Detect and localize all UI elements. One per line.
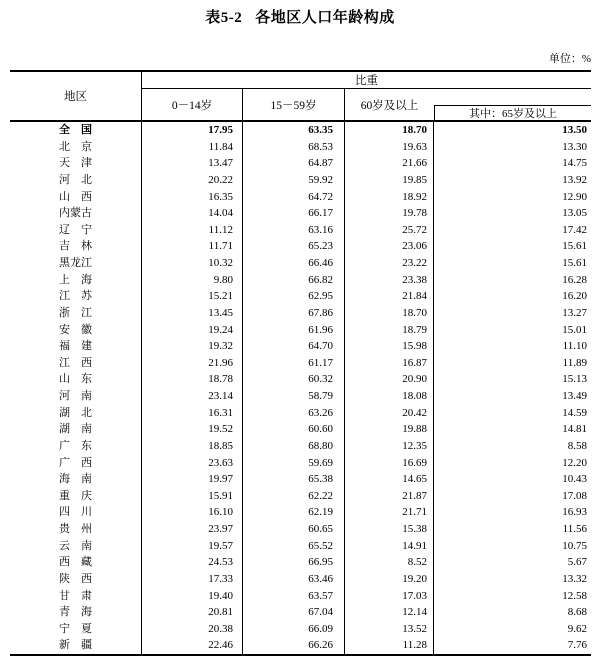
table-title-text: 各地区人口年龄构成 (255, 10, 395, 26)
region-name: 湖 北 (10, 405, 142, 422)
value-age-0-14: 14.04 (142, 205, 243, 222)
header-proportion: 比重 (142, 72, 591, 89)
value-age-0-14: 19.52 (142, 421, 243, 438)
value-age-15-59: 63.16 (243, 222, 345, 239)
value-age-65-plus: 11.10 (562, 340, 587, 353)
value-age-60-plus: 23.06 (345, 238, 434, 255)
value-age-0-14: 21.96 (142, 355, 243, 372)
value-age-15-59: 64.72 (243, 189, 345, 206)
region-name: 吉 林 (10, 238, 142, 255)
region-name: 河 南 (10, 388, 142, 405)
header-age-60-plus: 60岁及以上 (360, 99, 419, 112)
value-age-0-14: 13.47 (142, 155, 243, 172)
value-age-15-59: 60.60 (243, 421, 345, 438)
value-age-15-59: 61.17 (243, 355, 345, 372)
value-age-65-plus: 13.05 (562, 207, 587, 220)
value-age-0-14: 19.97 (142, 471, 243, 488)
value-age-15-59: 63.35 (243, 122, 345, 139)
value-age-60-plus: 12.14 (345, 604, 434, 621)
value-age-0-14: 11.71 (142, 238, 243, 255)
value-age-15-59: 66.82 (243, 272, 345, 289)
value-age-0-14: 11.84 (142, 139, 243, 156)
table-row (10, 172, 591, 189)
header-region: 地区 (10, 72, 142, 120)
value-age-65-plus: 14.59 (562, 406, 587, 419)
table-body (10, 122, 591, 654)
statistics-table (10, 70, 591, 656)
value-age-65-plus: 16.20 (562, 290, 587, 303)
value-age-0-14: 16.31 (142, 405, 243, 422)
value-age-65-plus: 11.56 (562, 523, 587, 535)
table-row (10, 272, 591, 289)
value-age-0-14: 19.24 (142, 322, 243, 339)
value-age-15-59: 61.96 (243, 322, 345, 339)
value-age-65-plus: 13.27 (562, 306, 587, 319)
table-row (10, 338, 591, 355)
value-age-60-plus: 20.90 (345, 371, 434, 388)
value-age-0-14: 24.53 (142, 554, 243, 571)
value-age-15-59: 67.86 (243, 305, 345, 322)
value-age-60-plus: 19.85 (345, 172, 434, 189)
value-age-60-plus: 18.70 (345, 305, 434, 322)
value-age-0-14: 23.14 (142, 388, 243, 405)
region-name: 西 藏 (10, 554, 142, 571)
value-age-60-plus: 18.79 (345, 322, 434, 339)
value-age-15-59: 63.26 (243, 405, 345, 422)
table-row (10, 471, 591, 488)
table-row (10, 305, 591, 322)
region-name: 贵 州 (10, 521, 142, 538)
value-age-65-plus: 16.93 (562, 506, 587, 519)
table-row (10, 238, 591, 255)
value-age-65-plus: 14.81 (562, 423, 587, 436)
table-row (10, 288, 591, 305)
region-name: 江 苏 (10, 288, 142, 305)
region-name: 云 南 (10, 538, 142, 555)
value-age-60-plus: 20.42 (345, 405, 434, 422)
value-age-0-14: 17.33 (142, 571, 243, 588)
region-name: 山 西 (10, 189, 142, 206)
value-age-15-59: 65.23 (243, 238, 345, 255)
value-age-65-plus: 15.13 (562, 373, 587, 386)
value-age-0-14: 19.32 (142, 338, 243, 355)
value-age-65-plus: 8.68 (567, 606, 587, 619)
table-row (10, 571, 591, 588)
table-row (10, 189, 591, 206)
value-age-15-59: 65.52 (243, 538, 345, 555)
table-number: 表5-2 (205, 10, 243, 26)
region-name: 河 北 (10, 172, 142, 189)
value-age-0-14: 15.21 (142, 288, 243, 305)
value-age-60-plus: 23.38 (345, 272, 434, 289)
value-age-65-plus: 15.01 (562, 323, 587, 336)
value-age-60-plus: 19.63 (345, 139, 434, 156)
region-name: 宁 夏 (10, 621, 142, 638)
region-name: 四 川 (10, 504, 142, 521)
region-name: 重 庆 (10, 488, 142, 505)
value-age-15-59: 63.46 (243, 571, 345, 588)
value-age-60-plus: 21.87 (345, 488, 434, 505)
region-name: 全 国 (10, 122, 142, 139)
value-age-0-14: 20.38 (142, 621, 243, 638)
value-age-65-plus: 12.20 (562, 456, 587, 469)
table-row (10, 554, 591, 571)
value-age-60-plus: 16.87 (345, 355, 434, 372)
value-age-65-plus: 5.67 (567, 556, 587, 569)
value-age-60-plus: 18.08 (345, 388, 434, 405)
value-age-15-59: 68.53 (243, 139, 345, 156)
value-age-60-plus: 13.52 (345, 621, 434, 638)
table-row (10, 488, 591, 505)
value-age-65-plus: 11.89 (562, 356, 587, 369)
header-age-15-59: 15－59岁 (243, 89, 345, 120)
value-age-60-plus: 14.91 (345, 538, 434, 555)
header-age-0-14: 0－14岁 (142, 89, 243, 120)
value-age-0-14: 23.97 (142, 521, 243, 538)
value-age-65-plus: 17.08 (562, 489, 587, 502)
value-age-0-14: 15.91 (142, 488, 243, 505)
value-age-60-plus: 23.22 (345, 255, 434, 272)
value-age-65-plus: 13.30 (562, 140, 587, 153)
value-age-0-14: 9.80 (142, 272, 243, 289)
table-row (10, 155, 591, 172)
table-row (10, 255, 591, 272)
table-row (10, 504, 591, 521)
value-age-0-14: 19.57 (142, 538, 243, 555)
table-row (10, 455, 591, 472)
value-age-65-plus: 13.49 (562, 390, 587, 402)
value-age-60-plus: 16.69 (345, 455, 434, 472)
region-name: 广 西 (10, 455, 142, 472)
table-row (10, 621, 591, 638)
value-age-0-14: 11.12 (142, 222, 243, 239)
value-age-15-59: 68.80 (243, 438, 345, 455)
table-header (10, 72, 591, 122)
value-age-65-plus: 13.32 (562, 572, 587, 585)
value-age-15-59: 60.65 (243, 521, 345, 538)
value-age-15-59: 64.87 (243, 155, 345, 172)
value-age-60-plus: 18.70 (345, 122, 434, 139)
region-name: 广 东 (10, 438, 142, 455)
value-age-65-plus: 16.28 (562, 273, 587, 286)
table-row (10, 521, 591, 538)
table-row (10, 588, 591, 605)
region-name: 海 南 (10, 471, 142, 488)
value-age-65-plus: 13.92 (562, 173, 587, 186)
region-name: 内蒙古 (10, 205, 142, 222)
value-age-60-plus: 15.98 (345, 338, 434, 355)
value-age-0-14: 16.35 (142, 189, 243, 206)
value-age-60-plus: 21.66 (345, 155, 434, 172)
table-row (10, 421, 591, 438)
value-age-15-59: 63.57 (243, 588, 345, 605)
value-age-15-59: 66.09 (243, 621, 345, 638)
value-age-15-59: 62.22 (243, 488, 345, 505)
table-row (10, 139, 591, 156)
value-age-65-plus: 8.58 (567, 439, 587, 452)
value-age-0-14: 20.22 (142, 172, 243, 189)
value-age-65-plus: 13.50 (562, 124, 587, 136)
region-name: 浙 江 (10, 305, 142, 322)
region-name: 上 海 (10, 272, 142, 289)
value-age-0-14: 10.32 (142, 255, 243, 272)
value-age-65-plus: 12.90 (562, 190, 587, 203)
table-title (0, 6, 600, 27)
value-age-0-14: 18.78 (142, 371, 243, 388)
value-age-15-59: 59.92 (243, 172, 345, 189)
value-age-0-14: 17.95 (142, 122, 243, 139)
region-name: 陕 西 (10, 571, 142, 588)
header-age-65-plus: 其中：65岁及以上 (434, 105, 591, 120)
value-age-15-59: 62.95 (243, 288, 345, 305)
value-age-65-plus: 7.76 (567, 639, 587, 652)
value-age-0-14: 20.81 (142, 604, 243, 621)
table-row (10, 637, 591, 654)
region-name: 青 海 (10, 604, 142, 621)
value-age-60-plus: 21.71 (345, 504, 434, 521)
value-age-60-plus: 21.84 (345, 288, 434, 305)
region-name: 甘 肃 (10, 588, 142, 605)
value-age-15-59: 62.19 (243, 504, 345, 521)
table-row (10, 538, 591, 555)
region-name: 安 徽 (10, 322, 142, 339)
table-row (10, 388, 591, 405)
value-age-15-59: 67.04 (243, 604, 345, 621)
value-age-65-plus: 12.58 (562, 589, 587, 602)
table-row (10, 371, 591, 388)
region-name: 天 津 (10, 155, 142, 172)
value-age-60-plus: 8.52 (345, 554, 434, 571)
unit-label: 单位：% (548, 53, 591, 65)
value-age-15-59: 59.69 (243, 455, 345, 472)
region-name: 江 西 (10, 355, 142, 372)
header-age-65-plus-wrap (434, 89, 591, 120)
value-age-60-plus: 18.92 (345, 189, 434, 206)
value-age-65-plus: 15.61 (562, 257, 587, 269)
value-age-60-plus: 11.28 (345, 637, 434, 654)
value-age-15-59: 66.95 (243, 554, 345, 571)
value-age-0-14: 22.46 (142, 637, 243, 654)
value-age-65-plus: 10.75 (562, 539, 587, 552)
value-age-0-14: 16.10 (142, 504, 243, 521)
table-row (10, 222, 591, 239)
header-right-group (142, 72, 591, 120)
value-age-0-14: 19.40 (142, 588, 243, 605)
value-age-65-plus: 9.62 (567, 622, 587, 635)
value-age-60-plus: 15.38 (345, 521, 434, 538)
value-age-0-14: 23.63 (142, 455, 243, 472)
table-row (10, 405, 591, 422)
value-age-60-plus: 19.88 (345, 421, 434, 438)
value-age-65-plus: 10.43 (562, 473, 587, 486)
region-name: 福 建 (10, 338, 142, 355)
region-name: 北 京 (10, 139, 142, 156)
table-row (10, 122, 591, 139)
value-age-65-plus: 15.61 (562, 240, 587, 253)
value-age-0-14: 13.45 (142, 305, 243, 322)
value-age-60-plus: 17.03 (345, 588, 434, 605)
value-age-15-59: 58.79 (243, 388, 345, 405)
value-age-15-59: 64.70 (243, 338, 345, 355)
value-age-15-59: 60.32 (243, 371, 345, 388)
value-age-60-plus: 19.20 (345, 571, 434, 588)
value-age-60-plus: 19.78 (345, 205, 434, 222)
table-row (10, 322, 591, 339)
value-age-60-plus: 12.35 (345, 438, 434, 455)
table-row (10, 355, 591, 372)
region-name: 黑龙江 (10, 255, 142, 272)
value-age-15-59: 66.46 (243, 255, 345, 272)
value-age-65-plus: 14.75 (562, 157, 587, 170)
value-age-15-59: 66.26 (243, 637, 345, 654)
value-age-65-plus: 17.42 (562, 223, 587, 236)
table-row (10, 604, 591, 621)
table-row (10, 205, 591, 222)
region-name: 新 疆 (10, 637, 142, 654)
region-name: 山 东 (10, 371, 142, 388)
value-age-60-plus: 25.72 (345, 222, 434, 239)
header-subcolumns (142, 89, 591, 120)
value-age-60-plus: 14.65 (345, 471, 434, 488)
value-age-0-14: 18.85 (142, 438, 243, 455)
region-name: 辽 宁 (10, 222, 142, 239)
value-age-15-59: 66.17 (243, 205, 345, 222)
value-age-15-59: 65.38 (243, 471, 345, 488)
region-name: 湖 南 (10, 421, 142, 438)
table-row (10, 438, 591, 455)
